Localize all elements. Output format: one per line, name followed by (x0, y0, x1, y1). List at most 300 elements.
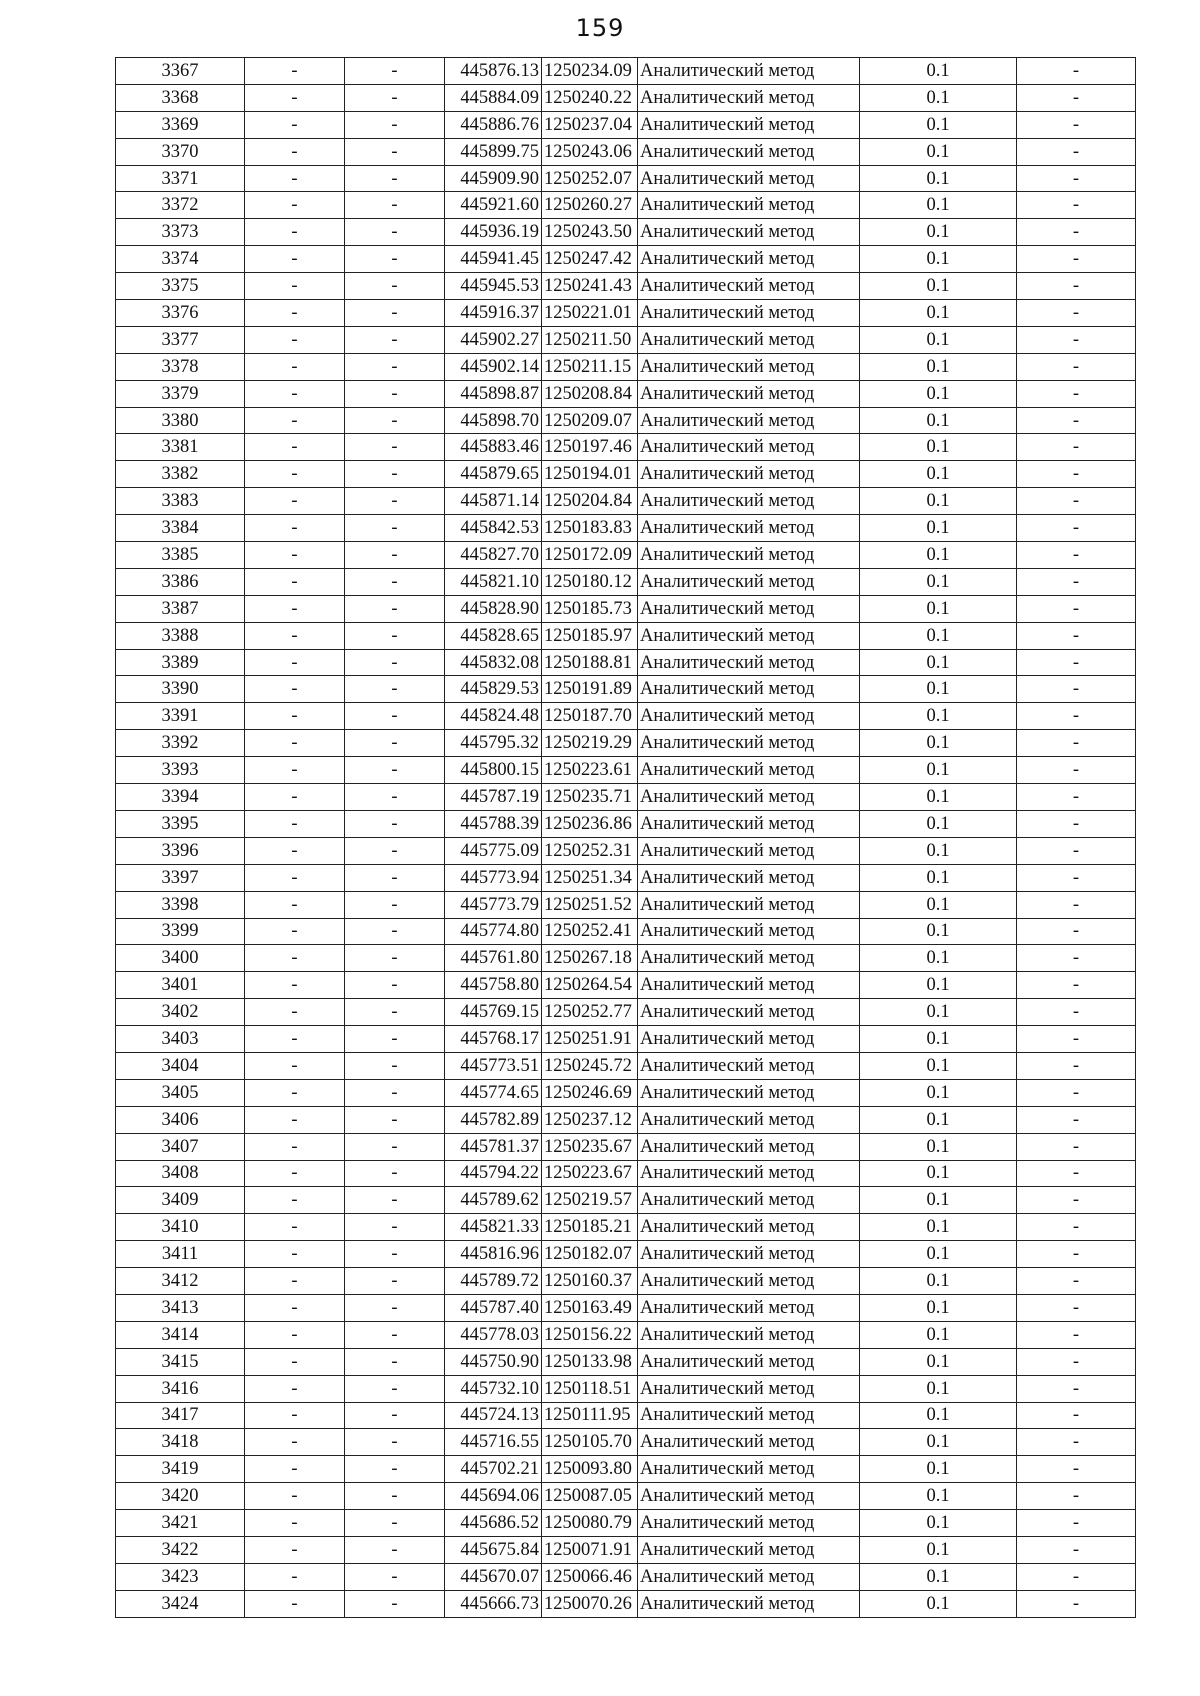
empty-value-cell: - (245, 918, 345, 945)
point-number-cell: 3408 (116, 1160, 245, 1187)
empty-value-cell: - (345, 246, 445, 273)
empty-value-cell: - (345, 326, 445, 353)
point-number-cell: 3422 (116, 1536, 245, 1563)
method-cell: Аналитический метод (638, 1375, 860, 1402)
table-row (116, 542, 1136, 569)
empty-value-cell: - (1017, 649, 1136, 676)
y-coordinate-cell: 1250241.43 (542, 273, 638, 300)
y-coordinate-cell: 1250246.69 (542, 1079, 638, 1106)
x-coordinate-cell: 445778.03 (445, 1321, 542, 1348)
method-cell: Аналитический метод (638, 192, 860, 219)
point-number-cell: 3367 (116, 58, 245, 85)
point-number-cell: 3383 (116, 488, 245, 515)
x-coordinate-cell: 445902.14 (445, 353, 542, 380)
empty-value-cell: - (245, 488, 345, 515)
empty-value-cell: - (345, 165, 445, 192)
empty-value-cell: - (1017, 353, 1136, 380)
empty-value-cell: - (345, 1241, 445, 1268)
empty-value-cell: - (1017, 515, 1136, 542)
x-coordinate-cell: 445686.52 (445, 1510, 542, 1537)
empty-value-cell: - (245, 1590, 345, 1617)
y-coordinate-cell: 1250105.70 (542, 1429, 638, 1456)
x-coordinate-cell: 445821.10 (445, 568, 542, 595)
y-coordinate-cell: 1250251.34 (542, 864, 638, 891)
empty-value-cell: - (245, 1187, 345, 1214)
accuracy-cell: 0.1 (860, 1268, 1017, 1295)
x-coordinate-cell: 445828.65 (445, 622, 542, 649)
method-cell: Аналитический метод (638, 595, 860, 622)
point-number-cell: 3382 (116, 461, 245, 488)
empty-value-cell: - (1017, 273, 1136, 300)
empty-value-cell: - (245, 703, 345, 730)
accuracy-cell: 0.1 (860, 542, 1017, 569)
empty-value-cell: - (1017, 246, 1136, 273)
table-row (116, 1348, 1136, 1375)
empty-value-cell: - (345, 1133, 445, 1160)
table-row (116, 837, 1136, 864)
empty-value-cell: - (245, 1294, 345, 1321)
x-coordinate-cell: 445898.70 (445, 407, 542, 434)
empty-value-cell: - (245, 837, 345, 864)
method-cell: Аналитический метод (638, 1241, 860, 1268)
method-cell: Аналитический метод (638, 219, 860, 246)
point-number-cell: 3395 (116, 810, 245, 837)
x-coordinate-cell: 445871.14 (445, 488, 542, 515)
x-coordinate-cell: 445816.96 (445, 1241, 542, 1268)
point-number-cell: 3375 (116, 273, 245, 300)
y-coordinate-cell: 1250080.79 (542, 1510, 638, 1537)
empty-value-cell: - (345, 1160, 445, 1187)
empty-value-cell: - (1017, 810, 1136, 837)
table-row (116, 730, 1136, 757)
x-coordinate-cell: 445769.15 (445, 999, 542, 1026)
empty-value-cell: - (345, 595, 445, 622)
table-row (116, 353, 1136, 380)
y-coordinate-cell: 1250247.42 (542, 246, 638, 273)
accuracy-cell: 0.1 (860, 837, 1017, 864)
empty-value-cell: - (345, 891, 445, 918)
empty-value-cell: - (345, 945, 445, 972)
table-row (116, 1375, 1136, 1402)
point-number-cell: 3407 (116, 1133, 245, 1160)
empty-value-cell: - (1017, 461, 1136, 488)
accuracy-cell: 0.1 (860, 1079, 1017, 1106)
accuracy-cell: 0.1 (860, 676, 1017, 703)
accuracy-cell: 0.1 (860, 1052, 1017, 1079)
accuracy-cell: 0.1 (860, 461, 1017, 488)
empty-value-cell: - (345, 810, 445, 837)
method-cell: Аналитический метод (638, 622, 860, 649)
method-cell: Аналитический метод (638, 1563, 860, 1590)
y-coordinate-cell: 1250197.46 (542, 434, 638, 461)
method-cell: Аналитический метод (638, 891, 860, 918)
table-row (116, 1160, 1136, 1187)
empty-value-cell: - (245, 1160, 345, 1187)
method-cell: Аналитический метод (638, 1268, 860, 1295)
empty-value-cell: - (245, 1536, 345, 1563)
method-cell: Аналитический метод (638, 999, 860, 1026)
empty-value-cell: - (245, 246, 345, 273)
empty-value-cell: - (1017, 1160, 1136, 1187)
table-row (116, 864, 1136, 891)
x-coordinate-cell: 445775.09 (445, 837, 542, 864)
empty-value-cell: - (345, 353, 445, 380)
table-row (116, 784, 1136, 811)
method-cell: Аналитический метод (638, 1294, 860, 1321)
accuracy-cell: 0.1 (860, 810, 1017, 837)
accuracy-cell: 0.1 (860, 138, 1017, 165)
accuracy-cell: 0.1 (860, 1536, 1017, 1563)
x-coordinate-cell: 445761.80 (445, 945, 542, 972)
point-number-cell: 3385 (116, 542, 245, 569)
accuracy-cell: 0.1 (860, 1026, 1017, 1053)
empty-value-cell: - (345, 757, 445, 784)
empty-value-cell: - (345, 730, 445, 757)
empty-value-cell: - (1017, 111, 1136, 138)
empty-value-cell: - (245, 1214, 345, 1241)
empty-value-cell: - (1017, 972, 1136, 999)
empty-value-cell: - (245, 1321, 345, 1348)
empty-value-cell: - (1017, 84, 1136, 111)
empty-value-cell: - (345, 192, 445, 219)
point-number-cell: 3373 (116, 219, 245, 246)
x-coordinate-cell: 445773.79 (445, 891, 542, 918)
method-cell: Аналитический метод (638, 649, 860, 676)
x-coordinate-cell: 445824.48 (445, 703, 542, 730)
empty-value-cell: - (345, 1375, 445, 1402)
table-row (116, 1563, 1136, 1590)
point-number-cell: 3423 (116, 1563, 245, 1590)
y-coordinate-cell: 1250251.52 (542, 891, 638, 918)
point-number-cell: 3396 (116, 837, 245, 864)
accuracy-cell: 0.1 (860, 300, 1017, 327)
empty-value-cell: - (1017, 1483, 1136, 1510)
x-coordinate-cell: 445876.13 (445, 58, 542, 85)
accuracy-cell: 0.1 (860, 434, 1017, 461)
method-cell: Аналитический метод (638, 810, 860, 837)
accuracy-cell: 0.1 (860, 1348, 1017, 1375)
x-coordinate-cell: 445916.37 (445, 300, 542, 327)
x-coordinate-cell: 445945.53 (445, 273, 542, 300)
method-cell: Аналитический метод (638, 461, 860, 488)
method-cell: Аналитический метод (638, 703, 860, 730)
accuracy-cell: 0.1 (860, 326, 1017, 353)
accuracy-cell: 0.1 (860, 891, 1017, 918)
method-cell: Аналитический метод (638, 1483, 860, 1510)
y-coordinate-cell: 1250093.80 (542, 1456, 638, 1483)
empty-value-cell: - (345, 407, 445, 434)
method-cell: Аналитический метод (638, 1456, 860, 1483)
y-coordinate-cell: 1250182.07 (542, 1241, 638, 1268)
y-coordinate-cell: 1250252.41 (542, 918, 638, 945)
x-coordinate-cell: 445732.10 (445, 1375, 542, 1402)
method-cell: Аналитический метод (638, 1026, 860, 1053)
point-number-cell: 3401 (116, 972, 245, 999)
accuracy-cell: 0.1 (860, 219, 1017, 246)
x-coordinate-cell: 445774.65 (445, 1079, 542, 1106)
table-row (116, 703, 1136, 730)
empty-value-cell: - (245, 999, 345, 1026)
point-number-cell: 3381 (116, 434, 245, 461)
empty-value-cell: - (245, 568, 345, 595)
accuracy-cell: 0.1 (860, 1321, 1017, 1348)
point-number-cell: 3418 (116, 1429, 245, 1456)
table-row (116, 810, 1136, 837)
empty-value-cell: - (245, 972, 345, 999)
y-coordinate-cell: 1250185.73 (542, 595, 638, 622)
empty-value-cell: - (245, 1402, 345, 1429)
y-coordinate-cell: 1250236.86 (542, 810, 638, 837)
method-cell: Аналитический метод (638, 837, 860, 864)
method-cell: Аналитический метод (638, 515, 860, 542)
empty-value-cell: - (245, 111, 345, 138)
x-coordinate-cell: 445921.60 (445, 192, 542, 219)
x-coordinate-cell: 445774.80 (445, 918, 542, 945)
point-number-cell: 3416 (116, 1375, 245, 1402)
y-coordinate-cell: 1250252.07 (542, 165, 638, 192)
method-cell: Аналитический метод (638, 84, 860, 111)
empty-value-cell: - (245, 1052, 345, 1079)
empty-value-cell: - (245, 1510, 345, 1537)
x-coordinate-cell: 445902.27 (445, 326, 542, 353)
table-row (116, 918, 1136, 945)
empty-value-cell: - (1017, 1402, 1136, 1429)
x-coordinate-cell: 445832.08 (445, 649, 542, 676)
empty-value-cell: - (345, 837, 445, 864)
point-number-cell: 3410 (116, 1214, 245, 1241)
empty-value-cell: - (1017, 488, 1136, 515)
x-coordinate-cell: 445787.40 (445, 1294, 542, 1321)
method-cell: Аналитический метод (638, 1536, 860, 1563)
method-cell: Аналитический метод (638, 784, 860, 811)
table-row (116, 1079, 1136, 1106)
empty-value-cell: - (245, 138, 345, 165)
empty-value-cell: - (245, 84, 345, 111)
empty-value-cell: - (345, 1402, 445, 1429)
method-cell: Аналитический метод (638, 488, 860, 515)
empty-value-cell: - (345, 1079, 445, 1106)
method-cell: Аналитический метод (638, 1187, 860, 1214)
method-cell: Аналитический метод (638, 1133, 860, 1160)
method-cell: Аналитический метод (638, 1079, 860, 1106)
empty-value-cell: - (345, 84, 445, 111)
accuracy-cell: 0.1 (860, 1214, 1017, 1241)
accuracy-cell: 0.1 (860, 1241, 1017, 1268)
empty-value-cell: - (1017, 192, 1136, 219)
y-coordinate-cell: 1250264.54 (542, 972, 638, 999)
y-coordinate-cell: 1250243.50 (542, 219, 638, 246)
empty-value-cell: - (1017, 1456, 1136, 1483)
empty-value-cell: - (1017, 1214, 1136, 1241)
table-row (116, 1429, 1136, 1456)
accuracy-cell: 0.1 (860, 999, 1017, 1026)
y-coordinate-cell: 1250071.91 (542, 1536, 638, 1563)
table-row (116, 891, 1136, 918)
empty-value-cell: - (345, 972, 445, 999)
accuracy-cell: 0.1 (860, 1133, 1017, 1160)
table-row (116, 461, 1136, 488)
empty-value-cell: - (345, 1321, 445, 1348)
empty-value-cell: - (245, 380, 345, 407)
empty-value-cell: - (1017, 676, 1136, 703)
accuracy-cell: 0.1 (860, 1160, 1017, 1187)
table-row (116, 1590, 1136, 1617)
empty-value-cell: - (345, 1052, 445, 1079)
empty-value-cell: - (1017, 757, 1136, 784)
empty-value-cell: - (345, 676, 445, 703)
table-row (116, 300, 1136, 327)
y-coordinate-cell: 1250066.46 (542, 1563, 638, 1590)
y-coordinate-cell: 1250187.70 (542, 703, 638, 730)
method-cell: Аналитический метод (638, 676, 860, 703)
accuracy-cell: 0.1 (860, 488, 1017, 515)
empty-value-cell: - (345, 1268, 445, 1295)
accuracy-cell: 0.1 (860, 595, 1017, 622)
y-coordinate-cell: 1250185.97 (542, 622, 638, 649)
empty-value-cell: - (1017, 1268, 1136, 1295)
empty-value-cell: - (345, 1187, 445, 1214)
empty-value-cell: - (345, 1563, 445, 1590)
y-coordinate-cell: 1250260.27 (542, 192, 638, 219)
point-number-cell: 3412 (116, 1268, 245, 1295)
accuracy-cell: 0.1 (860, 380, 1017, 407)
x-coordinate-cell: 445788.39 (445, 810, 542, 837)
accuracy-cell: 0.1 (860, 246, 1017, 273)
empty-value-cell: - (245, 784, 345, 811)
accuracy-cell: 0.1 (860, 1375, 1017, 1402)
empty-value-cell: - (245, 461, 345, 488)
empty-value-cell: - (345, 918, 445, 945)
empty-value-cell: - (1017, 918, 1136, 945)
empty-value-cell: - (1017, 1079, 1136, 1106)
x-coordinate-cell: 445795.32 (445, 730, 542, 757)
point-number-cell: 3384 (116, 515, 245, 542)
x-coordinate-cell: 445675.84 (445, 1536, 542, 1563)
point-number-cell: 3387 (116, 595, 245, 622)
y-coordinate-cell: 1250211.50 (542, 326, 638, 353)
x-coordinate-cell: 445666.73 (445, 1590, 542, 1617)
empty-value-cell: - (245, 273, 345, 300)
table-row (116, 407, 1136, 434)
x-coordinate-cell: 445782.89 (445, 1106, 542, 1133)
empty-value-cell: - (345, 1294, 445, 1321)
point-number-cell: 3389 (116, 649, 245, 676)
empty-value-cell: - (245, 219, 345, 246)
accuracy-cell: 0.1 (860, 111, 1017, 138)
table-row (116, 945, 1136, 972)
empty-value-cell: - (1017, 784, 1136, 811)
x-coordinate-cell: 445773.51 (445, 1052, 542, 1079)
empty-value-cell: - (345, 300, 445, 327)
empty-value-cell: - (245, 1563, 345, 1590)
x-coordinate-cell: 445800.15 (445, 757, 542, 784)
empty-value-cell: - (1017, 622, 1136, 649)
method-cell: Аналитический метод (638, 300, 860, 327)
empty-value-cell: - (245, 945, 345, 972)
empty-value-cell: - (245, 326, 345, 353)
accuracy-cell: 0.1 (860, 1294, 1017, 1321)
accuracy-cell: 0.1 (860, 273, 1017, 300)
table-row (116, 58, 1136, 85)
y-coordinate-cell: 1250243.06 (542, 138, 638, 165)
empty-value-cell: - (345, 219, 445, 246)
accuracy-cell: 0.1 (860, 1429, 1017, 1456)
y-coordinate-cell: 1250235.67 (542, 1133, 638, 1160)
accuracy-cell: 0.1 (860, 515, 1017, 542)
table-row (116, 1268, 1136, 1295)
table-row (116, 1456, 1136, 1483)
empty-value-cell: - (245, 58, 345, 85)
empty-value-cell: - (245, 1106, 345, 1133)
method-cell: Аналитический метод (638, 1510, 860, 1537)
empty-value-cell: - (1017, 1187, 1136, 1214)
point-number-cell: 3419 (116, 1456, 245, 1483)
point-number-cell: 3386 (116, 568, 245, 595)
empty-value-cell: - (1017, 1052, 1136, 1079)
empty-value-cell: - (345, 488, 445, 515)
accuracy-cell: 0.1 (860, 945, 1017, 972)
empty-value-cell: - (345, 999, 445, 1026)
x-coordinate-cell: 445758.80 (445, 972, 542, 999)
table-row (116, 1052, 1136, 1079)
empty-value-cell: - (1017, 1348, 1136, 1375)
empty-value-cell: - (245, 757, 345, 784)
empty-value-cell: - (245, 810, 345, 837)
point-number-cell: 3424 (116, 1590, 245, 1617)
point-number-cell: 3374 (116, 246, 245, 273)
x-coordinate-cell: 445724.13 (445, 1402, 542, 1429)
empty-value-cell: - (245, 434, 345, 461)
accuracy-cell: 0.1 (860, 622, 1017, 649)
y-coordinate-cell: 1250251.91 (542, 1026, 638, 1053)
method-cell: Аналитический метод (638, 407, 860, 434)
table-row (116, 757, 1136, 784)
y-coordinate-cell: 1250183.83 (542, 515, 638, 542)
empty-value-cell: - (345, 622, 445, 649)
x-coordinate-cell: 445842.53 (445, 515, 542, 542)
method-cell: Аналитический метод (638, 757, 860, 784)
point-number-cell: 3409 (116, 1187, 245, 1214)
point-number-cell: 3399 (116, 918, 245, 945)
empty-value-cell: - (345, 1483, 445, 1510)
empty-value-cell: - (245, 1079, 345, 1106)
y-coordinate-cell: 1250087.05 (542, 1483, 638, 1510)
empty-value-cell: - (245, 1348, 345, 1375)
table-row (116, 434, 1136, 461)
method-cell: Аналитический метод (638, 380, 860, 407)
method-cell: Аналитический метод (638, 1321, 860, 1348)
y-coordinate-cell: 1250204.84 (542, 488, 638, 515)
point-number-cell: 3400 (116, 945, 245, 972)
point-number-cell: 3380 (116, 407, 245, 434)
method-cell: Аналитический метод (638, 111, 860, 138)
x-coordinate-cell: 445781.37 (445, 1133, 542, 1160)
empty-value-cell: - (1017, 1026, 1136, 1053)
empty-value-cell: - (245, 1133, 345, 1160)
table-row (116, 1026, 1136, 1053)
table-row (116, 676, 1136, 703)
method-cell: Аналитический метод (638, 568, 860, 595)
y-coordinate-cell: 1250111.95 (542, 1402, 638, 1429)
table-row (116, 999, 1136, 1026)
x-coordinate-cell: 445787.19 (445, 784, 542, 811)
method-cell: Аналитический метод (638, 542, 860, 569)
point-number-cell: 3406 (116, 1106, 245, 1133)
y-coordinate-cell: 1250209.07 (542, 407, 638, 434)
y-coordinate-cell: 1250234.09 (542, 58, 638, 85)
point-number-cell: 3415 (116, 1348, 245, 1375)
x-coordinate-cell: 445829.53 (445, 676, 542, 703)
